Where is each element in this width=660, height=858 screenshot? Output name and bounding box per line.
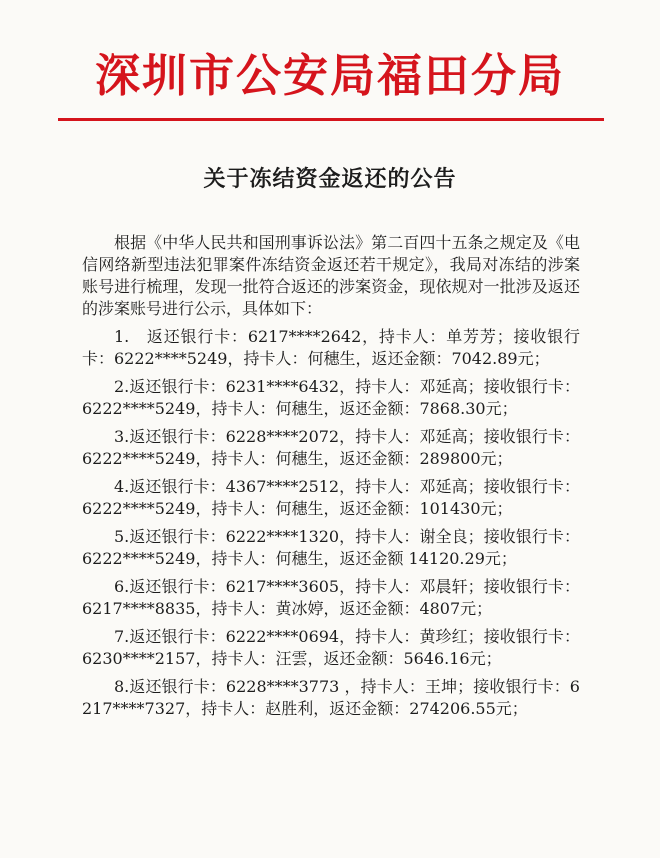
refund-item-3: 3.返还银行卡：6228****2072，持卡人：邓延高；接收银行卡：6222****5249，持卡人：何穗生，返还金额：289800元； <box>82 427 580 468</box>
header-red-rule <box>58 118 604 121</box>
refund-item-1: 1. 返还银行卡：6217****2642，持卡人：单芳芳；接收银行卡：6222****5249，持卡人：何穗生，返还金额：7042.89元； <box>82 327 580 368</box>
refund-item-8: 8.返还银行卡：6228****3773 ，持卡人：王坤；接收银行卡：6217****7327，持卡人：赵胜利，返还金额：274206.55元； <box>82 677 580 718</box>
refund-item-2: 2.返还银行卡：6231****6432，持卡人：邓延高；接收银行卡：6222****5249，持卡人：何穗生，返还金额：7868.30元； <box>82 377 580 418</box>
notice-intro: 根据《中华人民共和国刑事诉讼法》第二百四十五条之规定及《电信网络新型违法犯罪案件冻结资金返还若干规定》，我局对冻结的涉案账号进行梳理，发现一批符合返还的涉案资金，现依规对一批涉及返还的涉案账号进行公示，具体如下： <box>82 233 580 318</box>
notice-title: 关于冻结资金返还的公告 <box>203 166 457 192</box>
refund-item-5: 5.返还银行卡：6222****1320，持卡人：谢全良；接收银行卡：6222****5249，持卡人：何穗生，返还金额 14120.29元； <box>82 527 580 568</box>
refund-item-6: 6.返还银行卡：6217****3605，持卡人：邓晨轩；接收银行卡：6217****8835，持卡人：黄冰婷，返还金额：4807元； <box>82 577 580 618</box>
agency-header: 深圳市公安局福田分局 <box>94 49 565 102</box>
refund-item-4: 4.返还银行卡：4367****2512，持卡人：邓延高；接收银行卡：6222****5249，持卡人：何穗生，返还金额：101430元； <box>82 477 580 518</box>
refund-item-7: 7.返还银行卡：6222****0694，持卡人：黄珍红；接收银行卡：6230****2157，持卡人：汪雲，返还金额：5646.16元； <box>82 627 580 668</box>
notice-body <box>82 232 580 720</box>
